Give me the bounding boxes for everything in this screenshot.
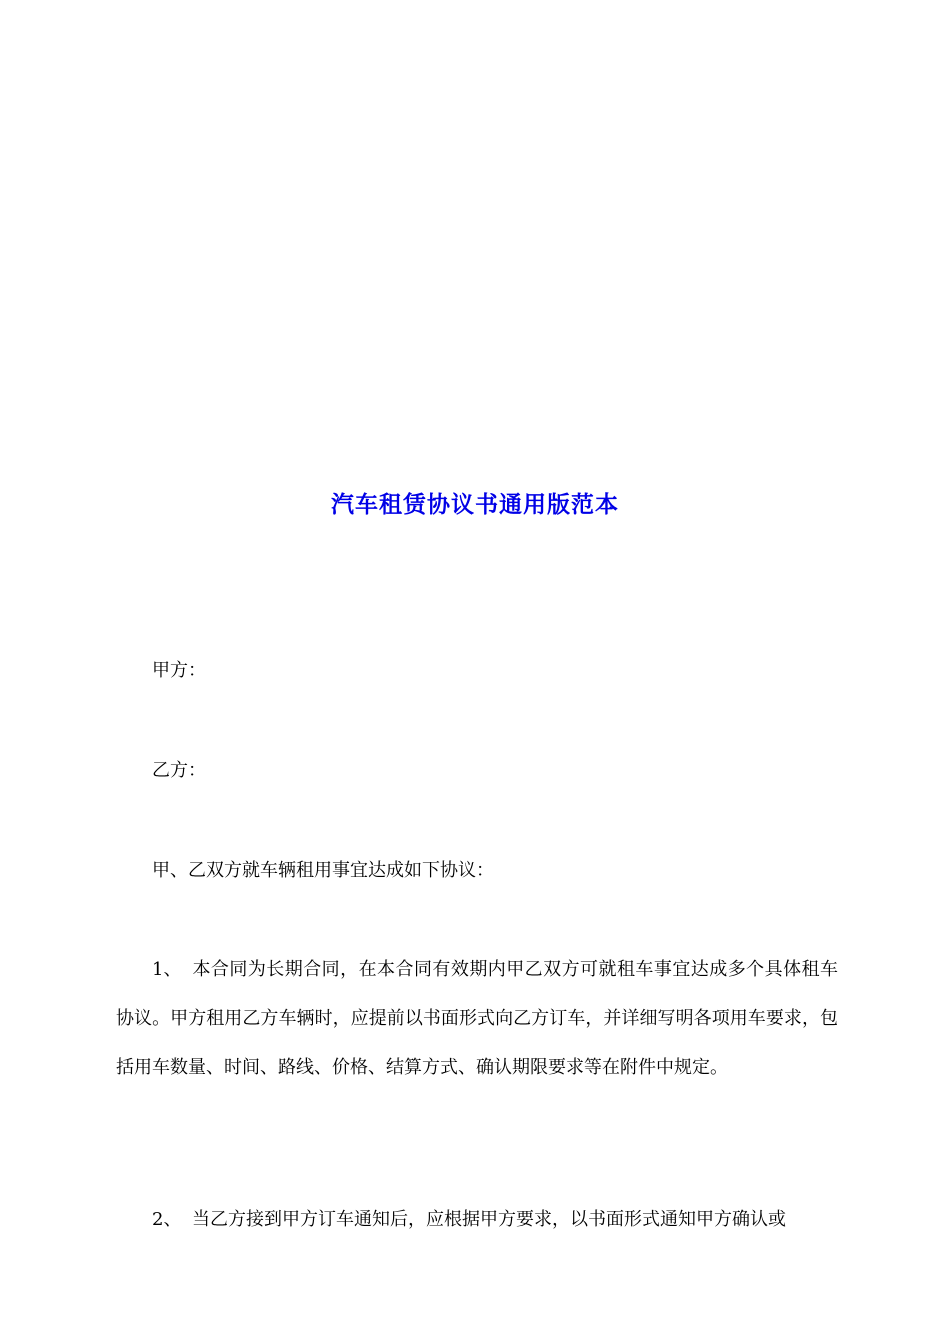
party-b-label: 乙方： [152,760,206,781]
clause-1 [116,945,838,1092]
document-title: 汽车租赁协议书通用版范本 [331,491,619,518]
clause-2-number: 2、 [152,1209,182,1230]
party-a-label: 甲方： [152,660,206,681]
clause-2 [116,1195,838,1244]
agreement-intro: 甲、乙双方就车辆租用事宜达成如下协议： [152,860,494,881]
clause-1-number: 1、 [152,959,182,980]
clause-2-text: 当乙方接到甲方订车通知后，应根据甲方要求，以书面形式通知甲方确认或 [192,1209,786,1230]
clause-1-text: 本合同为长期合同，在本合同有效期内甲乙双方可就租车事宜达成多个具体租车协议。甲方租用乙方车辆时，应提前以书面形式向乙方订车，并详细写明各项用车要求，包括用车数量、时间、路线、价格、结算方式、确认期限要求等在附件中规定。 [116,959,838,1078]
